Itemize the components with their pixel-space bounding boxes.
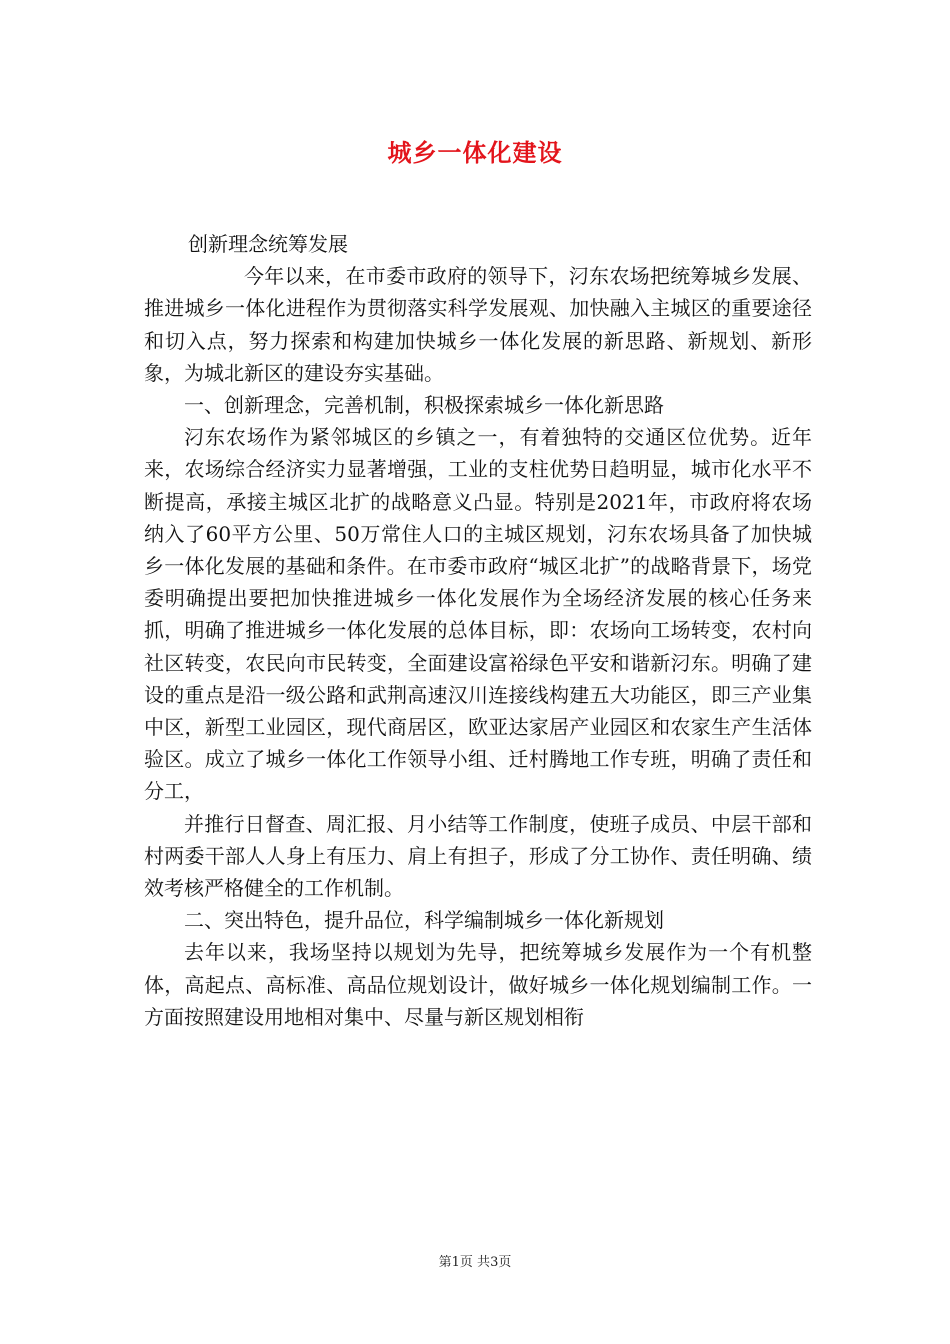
section-heading-1: 一、创新理念，完善机制，积极探索城乡一体化新思路 xyxy=(184,393,664,418)
page-label-suffix: 页 xyxy=(498,1255,512,1270)
paragraph-intro: 今年以来，在市委市政府的领导下，汈东农场把统筹城乡发展、推进城乡一体化进程作为贯彻落实科学发展观、加快融入主城区的重要途径和切入点，努力探索和构建加快城乡一体化发展的新思路、新规划、新形象，为城北新区的建设夯实基础。 xyxy=(144,264,812,385)
section-heading-2: 二、突出特色，提升品位，科学编制城乡一体化新规划 xyxy=(184,908,664,933)
current-page-number: 1 xyxy=(451,1255,460,1270)
paragraph-subtitle: 创新理念统筹发展 xyxy=(188,232,348,256)
document-body xyxy=(144,228,812,1033)
page-label-prefix: 第 xyxy=(438,1255,452,1270)
page-label-mid: 页 共 xyxy=(459,1255,491,1270)
document-title: 城乡一体化建设 xyxy=(387,138,563,167)
paragraph-section-1-body: 汈东农场作为紧邻城区的乡镇之一，有着独特的交通区位优势。近年来，农场综合经济实力显著增强，工业的支柱优势日趋明显，城市化水平不断提高，承接主城区北扩的战略意义凸显。特别是2021年，市政府将农场纳入了60平方公里、50万常住人口的主城区规划，汈东农场具备了加快城乡一体化发展的基础和条件。在市委市政府“城区北扩”的战略背景下，场党委明确提出要把加快推进城乡一体化发展作为全场经济发展的核心任务来抓，明确了推进城乡一体化发展的总体目标，即：农场向工场转变，农村向社区转变，农民向市民转变，全面建设富裕绿色平安和谐新汈东。明确了建设的重点是沿一级公路和武荆高速汉川连接线构建五大功能区，即三产业集中区，新型工业园区，现代商居区，欧亚达家居产业园区和农家生产生活体验区。成立了城乡一体化工作领导小组、迁村腾地工作专班，明确了责任和分工， xyxy=(144,425,812,804)
total-pages-number: 3 xyxy=(490,1255,499,1270)
page-number-footer xyxy=(0,1251,950,1270)
paragraph-section-2-body: 去年以来，我场坚持以规划为先导，把统筹城乡发展作为一个有机整体，高起点、高标准、高品位规划设计，做好城乡一体化规划编制工作。一方面按照建设用地相对集中、尽量与新区规划相衔 xyxy=(144,940,812,1029)
paragraph-section-1-mechanism: 并推行日督查、周汇报、月小结等工作制度，使班子成员、中层干部和村两委干部人人身上有压力、肩上有担子，形成了分工协作、责任明确、绩效考核严格健全的工作机制。 xyxy=(144,811,812,901)
